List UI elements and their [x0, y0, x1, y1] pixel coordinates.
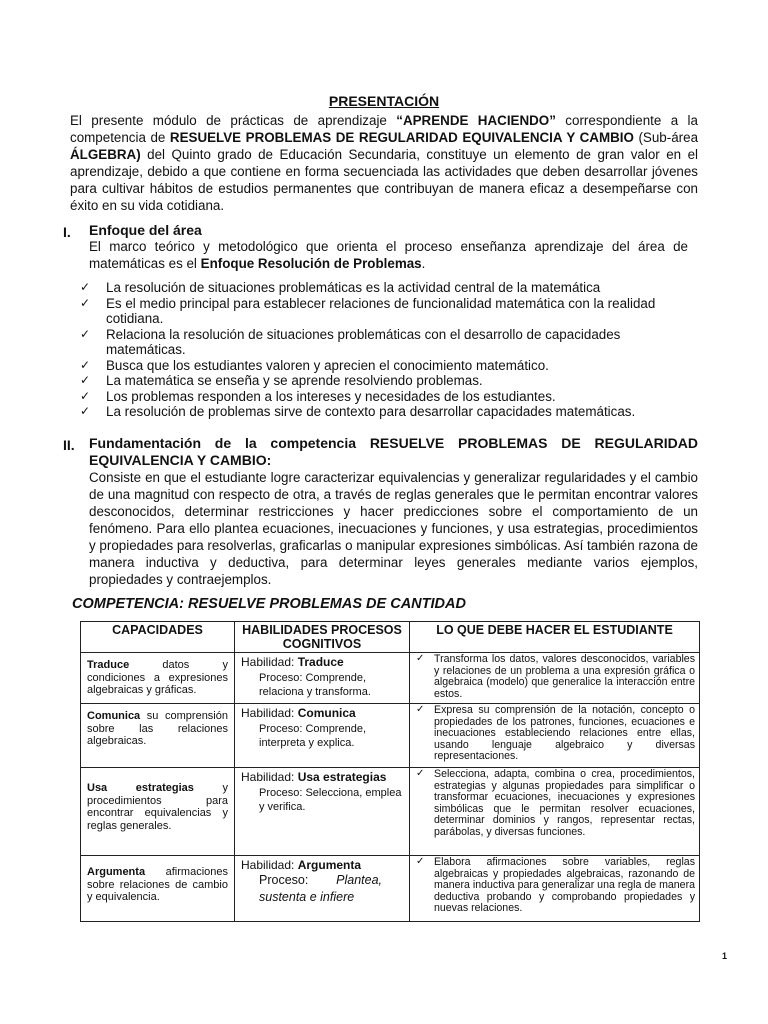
process-text: Proceso: Comprende, relaciona y transforma.: [259, 672, 371, 698]
capacity-cell: [81, 768, 235, 856]
competencia-title: COMPETENCIA: RESUELVE PROBLEMAS DE CANTIDAD: [72, 596, 466, 612]
section1-approach-name: Enfoque Resolución de Problemas: [200, 256, 422, 271]
bullet-text: Busca que los estudiantes valoren y aprecien el conocimiento matemático.: [106, 357, 549, 373]
table-row: [81, 653, 700, 704]
checkmark-icon: ✓: [416, 856, 425, 867]
skill-label-prefix: Habilidad:: [241, 858, 298, 872]
skill-label-prefix: Habilidad:: [241, 655, 298, 669]
checkmark-icon: ✓: [416, 653, 425, 664]
list-item: [80, 327, 692, 358]
intro-text: (Sub-área: [633, 130, 699, 145]
list-item: [80, 296, 692, 327]
checkmark-icon: ✓: [80, 388, 91, 403]
table-row: [81, 768, 700, 856]
intro-subarea-name: ÁLGEBRA): [70, 147, 141, 162]
skill-label: [241, 655, 405, 669]
checkmark-icon: ✓: [416, 768, 425, 779]
skill-cell: [235, 768, 410, 856]
capacity-name: Usa estrategias: [87, 782, 194, 794]
capacity-name: Traduce: [87, 659, 130, 671]
capacity-text: y procedimientos para encontrar equivalencias y reglas generales.: [87, 782, 229, 832]
column-header: CAPACIDADES: [81, 622, 235, 653]
skill-cell: [235, 856, 410, 922]
competency-table: [80, 621, 700, 922]
capacity-cell: [81, 856, 235, 922]
table-header-row: [81, 622, 700, 653]
student-task-cell: [410, 653, 700, 704]
skill-name: Traduce: [297, 655, 344, 669]
capacity-text: su comprensión sobre las relaciones algebraicas.: [87, 710, 228, 747]
bullet-text: La resolución de problemas sirve de contexto para desarrollar capacidades matemáticas.: [106, 404, 636, 419]
column-header: LO QUE DEBE HACER EL ESTUDIANTE: [410, 622, 700, 653]
skill-label: [241, 858, 405, 872]
column-header: HABILIDADES PROCESOS COGNITIVOS: [235, 622, 410, 653]
capacity-text: afirmaciones sobre relaciones de cambio y equivalencia.: [87, 866, 228, 903]
section1-heading: Enfoque del área: [89, 222, 202, 238]
checkmark-icon: ✓: [80, 373, 91, 387]
skill-label-prefix: Habilidad:: [241, 706, 298, 720]
task-text: Selecciona, adapta, combina o crea, procedimientos, estrategias y algunas propiedades para simplificar o transformar ecuaciones, inecuaciones y expresiones simbólicas que le permitan resolver ecuaciones, determinar dominios y rangos, representar rectas, parábolas, y diversas funciones.: [434, 768, 695, 838]
skill-name: Argumenta: [297, 858, 362, 872]
section2-heading: Fundamentación de la competencia RESUELVE PROBLEMAS DE REGULARIDAD EQUIVALENCIA Y CAMBIO:: [89, 435, 698, 468]
section1-number: I.: [63, 224, 71, 240]
student-task-cell: [410, 704, 700, 768]
section2-number: II.: [63, 437, 75, 453]
checkmark-icon: ✓: [80, 404, 91, 418]
process-text: Proceso: Comprende, interpreta y explica.: [259, 723, 366, 749]
capacity-name: Argumenta: [87, 866, 146, 878]
checkmark-icon: ✓: [80, 357, 91, 372]
section1-body-text: .: [421, 256, 426, 271]
page-title: PRESENTACIÓN: [328, 93, 440, 109]
intro-paragraph: [70, 112, 698, 214]
list-item: [80, 358, 692, 374]
intro-text: del Quinto grado de Educación Secundaria, constituye un elemento de gran valor en el aprendizaje, debido a que contiene en forma secuenciada las actividades que deben desarrollar jóvenes para cultivar hábitos de estudios permanentes que contribuyan de manera eficaz a desempeñarse con éxito en su vida cotidiana.: [70, 147, 698, 213]
intro-text: correspondiente a la competencia de: [70, 113, 698, 145]
capacity-cell: [81, 653, 235, 704]
approach-bullet-list: [80, 280, 692, 420]
skill-cell: [235, 704, 410, 768]
task-text: Transforma los datos, valores desconocidos, variables y relaciones de un problema a una expresión gráfica o algebraica (modelo) que generalice la interacción entre estos.: [434, 653, 695, 700]
checkmark-icon: ✓: [80, 295, 91, 310]
student-task-cell: [410, 768, 700, 856]
skill-name: Comunica: [297, 706, 356, 720]
checkmark-icon: ✓: [416, 704, 425, 715]
bullet-text: La resolución de situaciones problemáticas es la actividad central de la matemática: [106, 280, 601, 295]
skill-label: [241, 706, 405, 720]
bullet-text: Relaciona la resolución de situaciones problemáticas con el desarrollo de capacidades matemáticas.: [106, 326, 621, 357]
list-item: [80, 373, 692, 389]
intro-text: El presente módulo de prácticas de aprendizaje: [70, 113, 397, 128]
list-item: [80, 389, 692, 405]
table-row: [81, 856, 700, 922]
capacity-name: Comunica: [87, 710, 141, 722]
bullet-text: Es el medio principal para establecer relaciones de funcionalidad matemática con la realidad cotidiana.: [106, 295, 656, 326]
checkmark-icon: ✓: [80, 326, 91, 341]
student-task-cell: [410, 856, 700, 922]
intro-module-name: “APRENDE HACIENDO”: [396, 113, 556, 128]
page-number: 1: [722, 951, 728, 961]
bullet-text: Los problemas responden a los intereses y necesidades de los estudiantes.: [106, 388, 556, 404]
skill-label-prefix: Habilidad:: [241, 770, 298, 784]
capacity-text: datos y condiciones a expresiones algebraicas y gráficas.: [87, 659, 228, 696]
checkmark-icon: ✓: [80, 280, 91, 294]
capacity-cell: [81, 704, 235, 768]
skill-cell: [235, 653, 410, 704]
process-text: Proceso: Selecciona, emplea y verifica.: [259, 787, 402, 813]
list-item: [80, 280, 692, 296]
process-verbs: Plantea, sustenta e infiere: [259, 873, 383, 904]
task-text: Expresa su comprensión de la notación, concepto o propiedades de los patrones, funciones, ecuaciones e inecuaciones estableciendo relaciones entre ellas, usando lenguaje algebraico y diversas representaciones.: [434, 704, 695, 762]
process-label: Proceso:: [259, 873, 309, 887]
process-text: [241, 872, 405, 906]
task-text: Elabora afirmaciones sobre variables, reglas algebraicas y propiedades algebraicas, razonando de manera inductiva para generalizar una regla de manera deductiva probando y comprobando propiedades y nuevas relaciones.: [434, 856, 695, 914]
intro-competency-name: RESUELVE PROBLEMAS DE REGULARIDAD EQUIVALENCIA Y CAMBIO: [169, 130, 634, 145]
bullet-text: La matemática se enseña y se aprende resolviendo problemas.: [106, 373, 483, 388]
section1-body-text: El marco teórico y metodológico que orienta el proceso enseñanza aprendizaje del área de matemáticas es el: [89, 239, 688, 271]
skill-name: Usa estrategias: [297, 770, 387, 784]
table-row: [81, 704, 700, 768]
list-item: [80, 404, 692, 420]
skill-label: [241, 770, 405, 784]
section2-body: Consiste en que el estudiante logre caracterizar equivalencias y generalizar regularidades y el cambio de una magnitud con respecto de otra, a través de reglas generales que le permitan encontrar valores desconocidos, determinar restricciones y hacer predicciones sobre el comportamiento de un fenómeno. Para ello plantea ecuaciones, inecuaciones y funciones, y usa estrategias, procedimientos y propiedades para resolverlas, graficarlas o manipular expresiones simbólicas. Así también razona de manera inductiva y deductiva, para determinar leyes generales mediante varios ejemplos, propiedades y contraejemplos.: [89, 470, 698, 587]
section1-body: [89, 238, 688, 272]
